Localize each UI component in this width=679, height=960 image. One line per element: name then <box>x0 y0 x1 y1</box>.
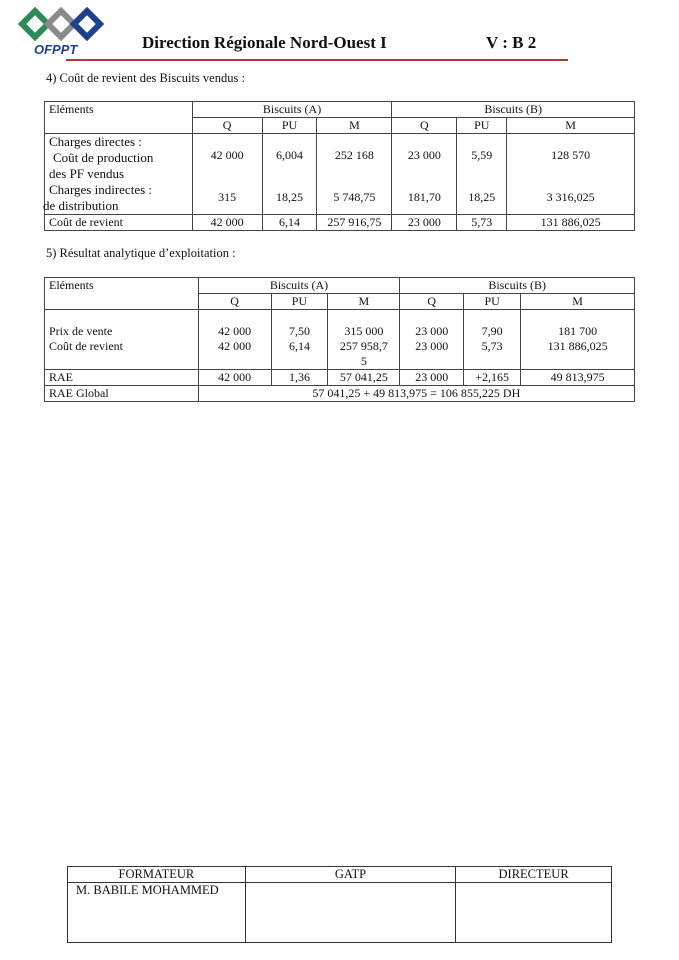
cr-q-a: 42 000 <box>192 215 262 231</box>
signature-table <box>67 866 612 943</box>
ci-m-b: 3 316,025 <box>546 190 595 204</box>
ci-pu-a: 18,25 <box>276 190 304 204</box>
label-cout-production: Coût de production <box>53 150 154 165</box>
cr-m-b: 131 886,025 <box>507 215 635 231</box>
header-q-b: Q <box>392 118 457 134</box>
header-directeur: DIRECTEUR <box>456 867 612 883</box>
cp-q-a: 42 000 <box>210 148 244 162</box>
logo-text: OFPPT <box>34 42 78 57</box>
cr-m-a: 257 916,75 <box>317 215 392 231</box>
cr-pu-b: 5,73 <box>481 339 503 353</box>
header-pu-b: PU <box>464 294 521 310</box>
label-cout-de-revient: Coût de revient <box>45 215 193 231</box>
table-row <box>45 215 635 231</box>
cr-pu-a: 6,14 <box>262 215 317 231</box>
header-version: V : B 2 <box>486 33 537 52</box>
result-table <box>44 277 635 402</box>
cp-pu-a: 6,004 <box>276 148 304 162</box>
signature-body-row <box>68 883 612 943</box>
formateur-name: M. BABILE MOHAMMED <box>68 883 246 943</box>
label-prix-de-vente: Prix de vente <box>49 324 113 338</box>
cr-q-b: 23 000 <box>392 215 457 231</box>
rae-pu-b: +2,165 <box>464 370 521 386</box>
header-q-a: Q <box>192 118 262 134</box>
ci-q-b: 181,70 <box>407 190 441 204</box>
cp-q-b: 23 000 <box>407 148 441 162</box>
table-row <box>45 370 635 386</box>
table-row <box>45 386 635 402</box>
cp-m-a: 252 168 <box>334 148 374 162</box>
cr-pu-a: 6,14 <box>288 339 310 353</box>
label-charges-indirectes: Charges indirectes : <box>49 182 153 197</box>
cp-m-b: 128 570 <box>551 148 591 162</box>
cr-m-b: 131 886,025 <box>547 339 608 353</box>
header-elements: Eléments <box>45 102 193 134</box>
table-row <box>45 310 635 370</box>
pv-q-a: 42 000 <box>218 324 252 338</box>
header-title: Direction Régionale Nord-Ouest I <box>142 33 387 52</box>
rae-m-a: 57 041,25 <box>328 370 400 386</box>
gatp-signature-area <box>245 883 455 943</box>
label-charges-directes: Charges directes : <box>49 134 142 149</box>
rae-q-b: 23 000 <box>400 370 464 386</box>
label-cout-de-revient: Coût de revient <box>49 339 123 353</box>
label-rae: RAE <box>45 370 199 386</box>
pv-q-b: 23 000 <box>415 324 449 338</box>
header-formateur: FORMATEUR <box>68 867 246 883</box>
ci-m-a: 5 748,75 <box>333 190 376 204</box>
header-biscuits-a: Biscuits (A) <box>198 278 400 294</box>
header-biscuits-a: Biscuits (A) <box>192 102 392 118</box>
signature-header-row <box>68 867 612 883</box>
ci-q-a: 315 <box>218 190 237 204</box>
pv-pu-a: 7,50 <box>288 324 310 338</box>
pv-pu-b: 7,90 <box>481 324 503 338</box>
label-des-pf-vendus: des PF vendus <box>49 166 125 181</box>
header-m-b: M <box>507 118 635 134</box>
header-m-b: M <box>521 294 635 310</box>
header-gatp: GATP <box>245 867 455 883</box>
header-pu-a: PU <box>271 294 328 310</box>
rae-pu-a: 1,36 <box>271 370 328 386</box>
ofppt-logo <box>18 4 118 60</box>
header-m-a: M <box>328 294 400 310</box>
header-biscuits-b: Biscuits (B) <box>392 102 635 118</box>
header-biscuits-b: Biscuits (B) <box>400 278 635 294</box>
section-5-title: 5) Résultat analytique d’exploitation : <box>46 246 236 260</box>
cr-q-a: 42 000 <box>218 339 252 353</box>
ci-pu-b: 18,25 <box>468 190 496 204</box>
section-4-title: 4) Coût de revient des Biscuits vendus : <box>46 71 245 85</box>
pv-m-a: 315 000 <box>344 324 384 338</box>
rae-q-a: 42 000 <box>198 370 271 386</box>
table-header-row <box>45 278 635 294</box>
pv-m-b: 181 700 <box>558 324 598 338</box>
cr-m-a-line2: 5 <box>360 354 367 368</box>
header-pu-a: PU <box>262 118 317 134</box>
directeur-signature-area <box>456 883 612 943</box>
header-q-b: Q <box>400 294 464 310</box>
header-rule <box>66 59 568 61</box>
table-row <box>45 134 635 215</box>
header-elements: Eléments <box>45 278 199 310</box>
label-rae-global: RAE Global <box>45 386 199 402</box>
table-header-row <box>45 102 635 118</box>
rae-m-b: 49 813,975 <box>521 370 635 386</box>
header-pu-b: PU <box>457 118 507 134</box>
cr-q-b: 23 000 <box>415 339 449 353</box>
label-de-distribution: de distribution <box>43 198 119 213</box>
cost-table <box>44 101 635 231</box>
rae-global-value: 57 041,25 + 49 813,975 = 106 855,225 DH <box>198 386 634 402</box>
header-q-a: Q <box>198 294 271 310</box>
cr-pu-b: 5,73 <box>457 215 507 231</box>
cp-pu-b: 5,59 <box>471 148 493 162</box>
cr-m-a-line1: 257 958,7 <box>339 339 388 353</box>
header-m-a: M <box>317 118 392 134</box>
